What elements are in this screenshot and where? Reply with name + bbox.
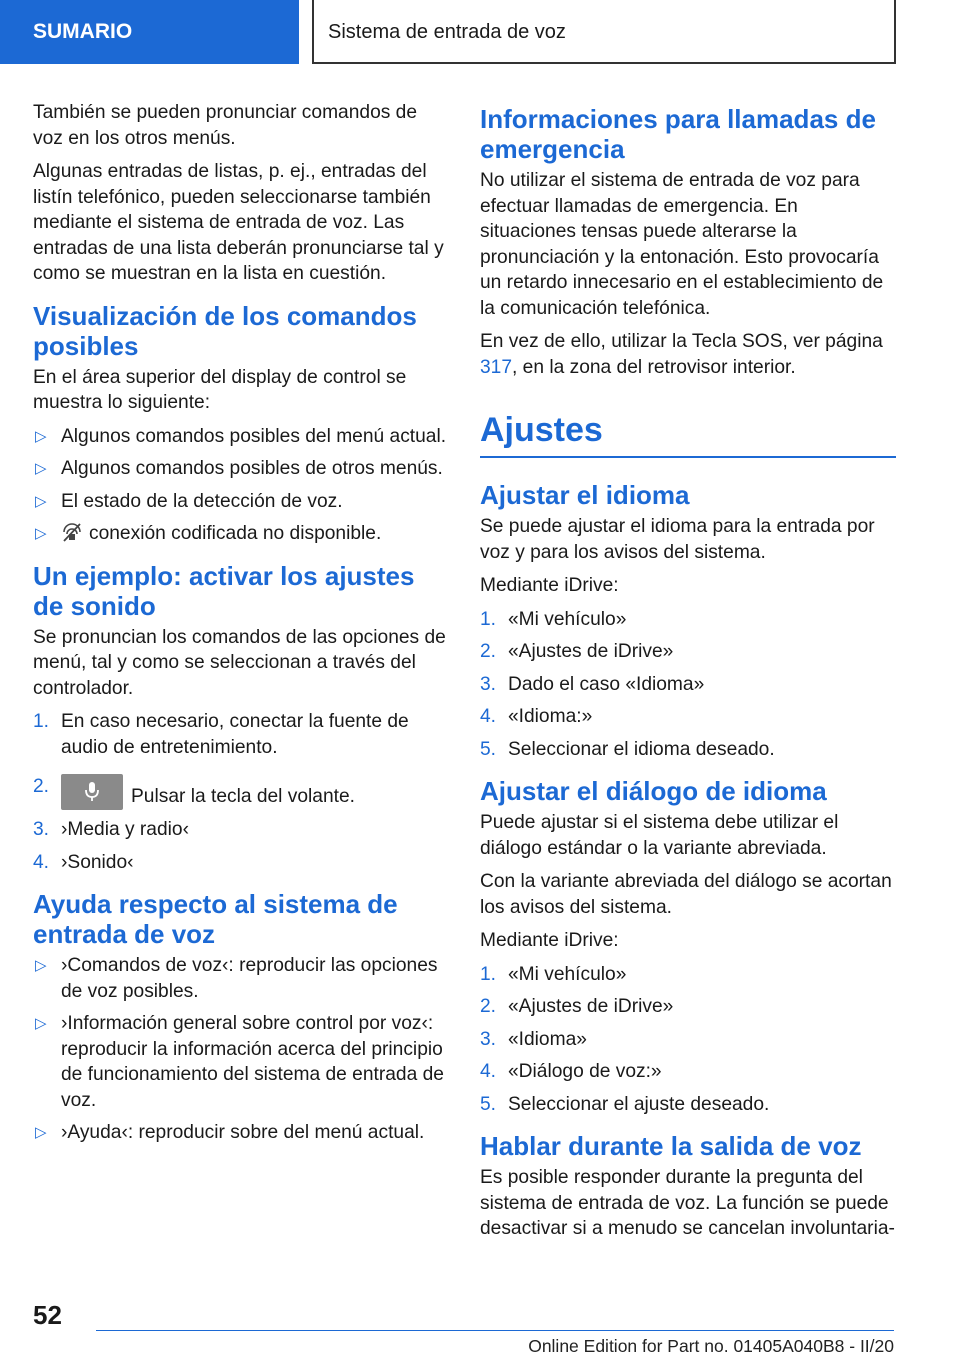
paragraph: En el área superior del display de control se muestra lo siguiente: — [33, 366, 407, 413]
right-column — [480, 100, 896, 1250]
triangle-bullet-icon: ▷ — [35, 427, 47, 445]
step-number: 4. — [480, 1061, 497, 1082]
list-item — [33, 1011, 447, 1113]
step-text: En caso necesario, conectar la fuente de audio de entretenimiento. — [61, 711, 409, 758]
section-title: Sistema de entrada de voz — [312, 0, 896, 64]
paragraph: No utilizar el sistema de entrada de voz para efectuar llamadas de emergencia. En situaciones tensas puede alterarse la pronunciación y la entonación. Esto provocaría un retardo innecesario en el establecimiento de la comunicación telefónica. — [480, 170, 884, 319]
step-number: 3. — [480, 1028, 497, 1050]
list-item — [33, 953, 447, 1004]
step-text: «Mi vehículo» — [508, 963, 627, 985]
list-item-text: Algunos comandos posibles del menú actual. — [61, 425, 447, 447]
paragraph: Es posible responder durante la pregunta del sistema de entrada de voz. La función se puede desactivar si a menudo se cancelan involuntaria- — [480, 1167, 895, 1239]
step-text: «Diálogo de voz:» — [508, 1061, 662, 1082]
heading-ayuda: Ayuda respecto al sistema de entrada de voz — [33, 889, 398, 949]
list-item-text: Algunos comandos posibles de otros menús. — [61, 458, 443, 479]
heading-ajustar-idioma: Ajustar el idioma — [480, 480, 690, 510]
triangle-bullet-icon: ▷ — [35, 1124, 47, 1141]
step-item — [480, 1092, 896, 1118]
list-item — [33, 456, 447, 482]
step-text: Seleccionar el idioma deseado. — [508, 738, 775, 760]
step-text: «Ajustes de iDrive» — [508, 641, 674, 662]
heading-hablar: Hablar durante la salida de voz — [480, 1131, 862, 1161]
paragraph: Se puede ajustar el idioma para la entrada por voz y para los avisos del sistema. — [480, 516, 875, 563]
step-number: 1. — [480, 963, 497, 985]
heading-dialogo-idioma: Ajustar el diálogo de idioma — [480, 776, 827, 806]
example-steps — [33, 709, 447, 875]
step-item — [33, 817, 447, 843]
step-item — [480, 962, 896, 988]
step-item — [480, 607, 896, 633]
left-column — [33, 100, 447, 1153]
heading-ajustes: Ajustes — [480, 411, 603, 449]
list-item-text: ›Información general sobre control por voz‹: reproducir la información acerca del principio de funcionamiento del sistema de entrada de voz. — [61, 1013, 444, 1111]
step-item — [480, 639, 896, 665]
idioma-steps — [480, 607, 896, 763]
step-text: «Idioma» — [508, 1028, 587, 1050]
step-text: Pulsar la tecla del volante. — [131, 786, 355, 807]
triangle-bullet-icon: ▷ — [35, 1015, 47, 1032]
step-item — [33, 709, 447, 760]
paragraph: También se pueden pronunciar comandos de voz en los otros menús. — [33, 102, 418, 149]
paragraph: Mediante iDrive: — [480, 575, 619, 596]
paragraph — [480, 329, 896, 380]
step-number: 1. — [480, 608, 497, 630]
step-text: «Ajustes de iDrive» — [508, 996, 674, 1017]
footer-edition: Online Edition for Part no. 01405A040B8 - II/20 — [528, 1336, 894, 1356]
triangle-bullet-icon: ▷ — [35, 460, 47, 477]
heading-visualizacion: Visualización de los comandos posibles — [33, 300, 417, 361]
visual-list — [33, 424, 447, 547]
paragraph: Algunas entradas de listas, p. ej., entradas del listín telefónico, pueden seleccionarse también mediante el sistema de entrada de voz. Las entradas de una lista deberán pronunciarse tal y como se muestran en la lista en cuestión. — [33, 161, 444, 284]
step-text: «Mi vehículo» — [508, 608, 627, 630]
step-item — [480, 1027, 896, 1053]
sos-text-pre: En vez de ello, utilizar la Tecla SOS, ver página — [480, 331, 883, 352]
list-item — [33, 521, 447, 547]
footer-divider — [96, 1330, 894, 1331]
heading-emergencia: Informaciones para llamadas de emergencia — [480, 104, 876, 164]
list-item — [33, 1120, 447, 1146]
steering-wheel-voice-button — [61, 774, 123, 810]
step-number: 5. — [480, 738, 497, 760]
step-number: 3. — [33, 819, 50, 840]
paragraph: Puede ajustar si el sistema debe utilizar el diálogo estándar o la variante abreviada. — [480, 812, 839, 859]
step-item — [480, 994, 896, 1020]
step-item — [480, 737, 896, 763]
sumario-tab[interactable]: SUMARIO — [0, 0, 299, 64]
step-item — [480, 704, 896, 730]
step-number: 5. — [480, 1093, 497, 1115]
dialogo-steps — [480, 962, 896, 1118]
list-item-text: ›Comandos de voz‹: reproducir las opciones de voz posibles. — [61, 955, 438, 1002]
triangle-bullet-icon: ▷ — [35, 492, 47, 510]
step-number: 3. — [480, 673, 497, 695]
list-item-text: conexión codificada no disponible. — [89, 523, 382, 544]
heading-ejemplo: Un ejemplo: activar los ajustes de sonido — [33, 560, 415, 621]
step-text: ›Media y radio‹ — [61, 819, 189, 840]
page-header — [0, 0, 960, 66]
step-item — [33, 850, 447, 876]
step-item — [480, 1059, 896, 1085]
step-item — [33, 774, 447, 810]
step-number: 1. — [33, 711, 50, 732]
paragraph: Mediante iDrive: — [480, 930, 619, 951]
encryption-off-icon — [61, 522, 83, 542]
list-item — [33, 424, 447, 450]
step-text: Dado el caso «Idioma» — [508, 673, 705, 695]
page-number: 52 — [33, 1300, 62, 1330]
section-divider — [480, 456, 896, 458]
step-number: 4. — [33, 851, 50, 873]
help-list — [33, 953, 447, 1146]
paragraph: Se pronuncian los comandos de las opciones de menú, tal y como se seleccionan a través del controlador. — [33, 626, 446, 699]
step-text: Seleccionar el ajuste deseado. — [508, 1093, 770, 1115]
list-item-text: ›Ayuda‹: reproducir sobre del menú actual. — [61, 1122, 425, 1143]
page-link-317[interactable]: 317 — [480, 356, 513, 378]
triangle-bullet-icon: ▷ — [35, 525, 47, 542]
sos-text-post: , en la zona del retrovisor interior. — [512, 356, 796, 378]
step-number: 2. — [33, 776, 50, 797]
list-item-text: El estado de la detección de voz. — [61, 490, 343, 512]
paragraph: Con la variante abreviada del diálogo se acortan los avisos del sistema. — [480, 871, 892, 918]
step-text: «Idioma:» — [508, 706, 593, 727]
step-text: ›Sonido‹ — [61, 851, 134, 873]
step-item — [480, 672, 896, 698]
list-item — [33, 489, 447, 515]
step-number: 2. — [480, 996, 497, 1017]
triangle-bullet-icon: ▷ — [35, 957, 47, 974]
step-number: 4. — [480, 706, 497, 727]
step-number: 2. — [480, 641, 497, 662]
